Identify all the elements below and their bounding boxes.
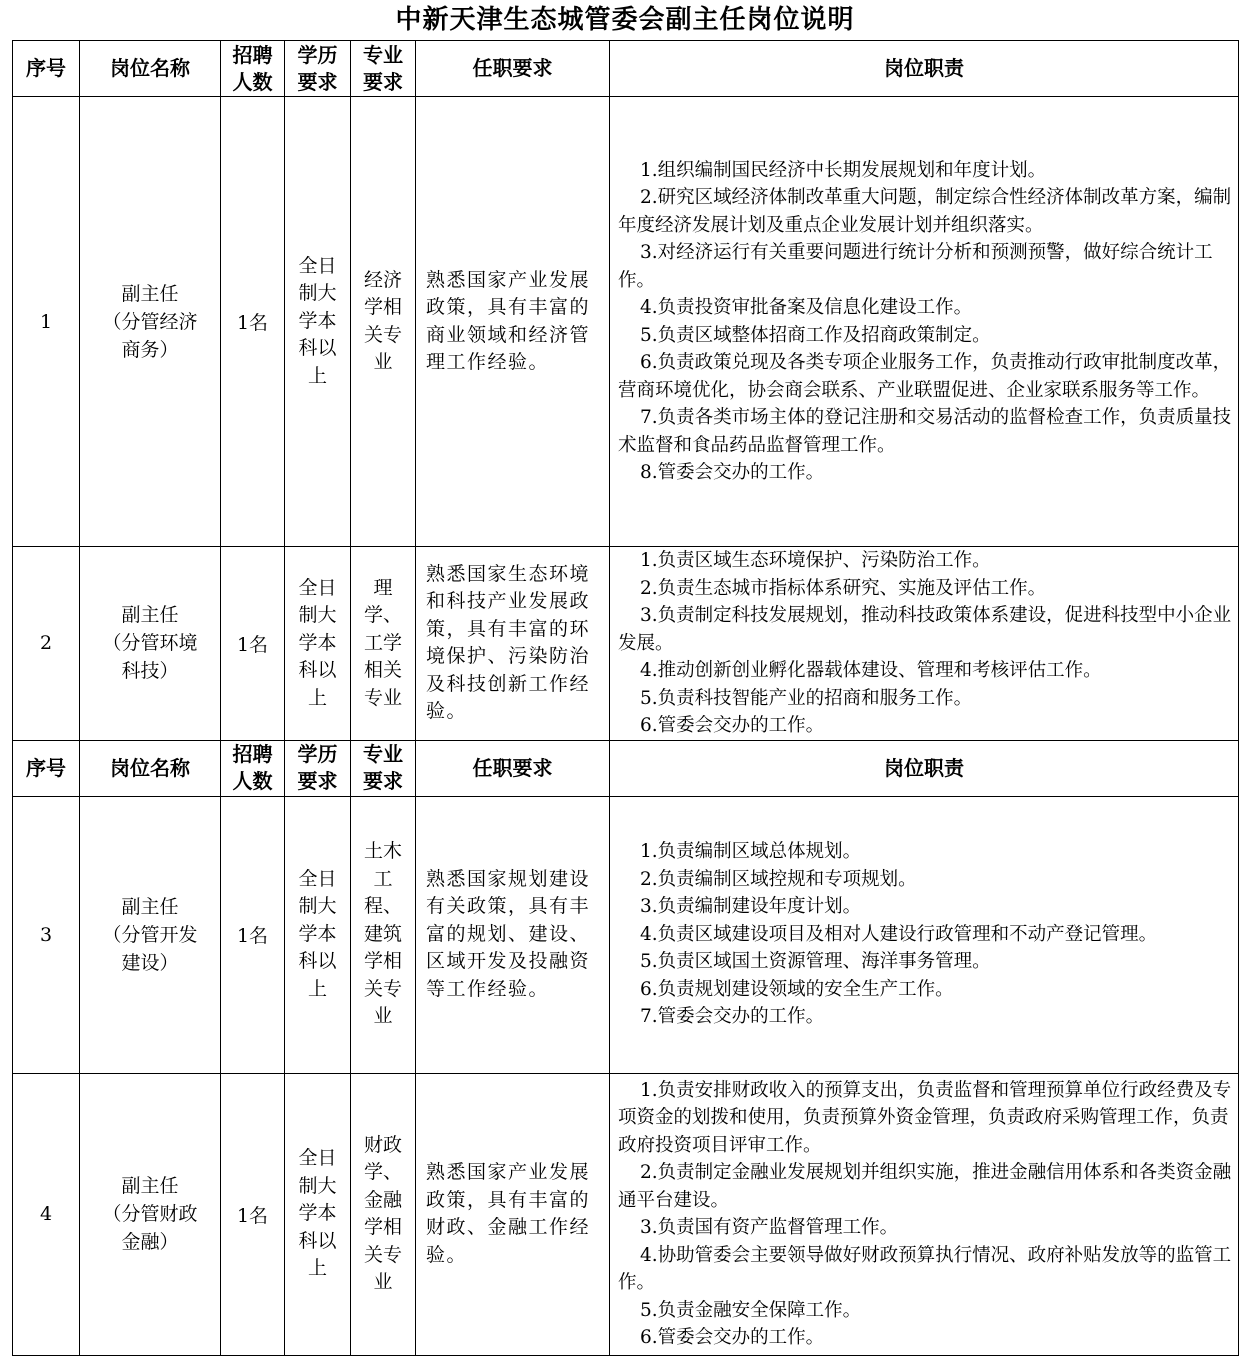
- duty-item: 2.负责编制区域控规和专项规划。: [640, 868, 917, 890]
- row-seq: 3: [13, 796, 80, 1073]
- header-duties: 岗位职责: [610, 740, 1239, 796]
- row-count: 1名: [221, 796, 285, 1073]
- row-requirements: 熟悉国家规划建设有关政策，具有丰富的规划、建设、区域开发及投融资等工作经验。: [416, 796, 610, 1073]
- duty-item: 5.负责金融安全保障工作。: [640, 1299, 862, 1321]
- duty-item: 2.负责制定金融业发展规划并组织实施，推进金融信用体系和各类资金融通平台建设。: [618, 1162, 1232, 1211]
- duty-item: 1.组织编制国民经济中长期发展规划和年度计划。: [640, 159, 1047, 181]
- table-row: [13, 796, 1239, 1073]
- row-major: 财政 学、 金融 学相 关专 业: [351, 1073, 416, 1355]
- row-education: 全日 制大 学本 科以 上: [285, 97, 351, 547]
- duty-item: 5.负责区域国土资源管理、海洋事务管理。: [640, 951, 991, 973]
- position-table: [12, 40, 1239, 1356]
- header-requirements: 任职要求: [416, 740, 610, 796]
- row-major: 理 学、 工学 相关 专业: [351, 547, 416, 741]
- row-requirements: 熟悉国家生态环境和科技产业发展政策，具有丰富的环境保护、污染防治及科技创新工作经验。: [416, 547, 610, 741]
- duty-item: 3.负责国有资产监督管理工作。: [640, 1217, 899, 1238]
- header-duties: 岗位职责: [610, 41, 1239, 97]
- duty-item: 3.负责制定科技发展规划，推动科技政策体系建设，促进科技型中小企业发展。: [618, 605, 1232, 654]
- row-seq: 1: [13, 97, 80, 547]
- row-duties: [610, 796, 1239, 1073]
- duty-item: 3.对经济运行有关重要问题进行统计分析和预测预警，做好综合统计工作。: [618, 242, 1213, 291]
- duty-item: 5.负责区域整体招商工作及招商政策制定。: [640, 324, 991, 346]
- duty-item: 4.负责区域建设项目及相对人建设行政管理和不动产登记管理。: [640, 923, 1158, 945]
- row-requirements: 熟悉国家产业发展政策，具有丰富的商业领域和经济管理工作经验。: [416, 97, 610, 547]
- duty-item: 8.管委会交办的工作。: [640, 462, 825, 483]
- header-requirements: 任职要求: [416, 41, 610, 97]
- duty-item: 4.负责投资审批备案及信息化建设工作。: [640, 297, 973, 318]
- header-position: 岗位名称: [80, 740, 221, 796]
- row-position-name: 副主任 （分管环境 科技）: [80, 547, 221, 741]
- duty-item: 4.协助管委会主要领导做好财政预算执行情况、政府补贴发放等的监管工作。: [618, 1244, 1232, 1293]
- row-duties: [610, 97, 1239, 547]
- duty-item: 7.负责各类市场主体的登记注册和交易活动的监督检查工作，负责质量技术监督和食品药品监督管理工作。: [618, 407, 1232, 456]
- row-seq: 4: [13, 1073, 80, 1355]
- header-education: 学历 要求: [285, 41, 351, 97]
- row-seq: 2: [13, 547, 80, 741]
- row-education: 全日 制大 学本 科以 上: [285, 1073, 351, 1355]
- row-position-name: 副主任 （分管经济 商务）: [80, 97, 221, 547]
- duty-item: 6.负责政策兑现及各类专项企业服务工作，负责推动行政审批制度改革，营商环境优化，协会商会联系、产业联盟促进、企业家联系服务等工作。: [618, 352, 1232, 401]
- header-major: 专业 要求: [351, 41, 416, 97]
- row-count: 1名: [221, 97, 285, 547]
- row-position-name: 副主任 （分管开发 建设）: [80, 796, 221, 1073]
- duty-item: 2.负责生态城市指标体系研究、实施及评估工作。: [640, 577, 1047, 599]
- row-requirements: 熟悉国家产业发展政策，具有丰富的财政、金融工作经验。: [416, 1073, 610, 1355]
- duty-item: 2.研究区域经济体制改革重大问题，制定综合性经济体制改革方案，编制年度经济发展计划及重点企业发展计划并组织落实。: [618, 187, 1232, 236]
- duty-item: 6.负责规划建设领域的安全生产工作。: [640, 978, 954, 1000]
- row-position-name: 副主任 （分管财政 金融）: [80, 1073, 221, 1355]
- duty-item: 3.负责编制建设年度计划。: [640, 896, 862, 918]
- duty-item: 6.管委会交办的工作。: [640, 715, 825, 736]
- header-row: [13, 41, 1239, 97]
- header-count: 招聘 人数: [221, 41, 285, 97]
- row-major: 土木 工 程、 建筑 学相 关专 业: [351, 796, 416, 1073]
- row-education: 全日 制大 学本 科以 上: [285, 796, 351, 1073]
- table-row: [13, 1073, 1239, 1355]
- row-count: 1名: [221, 1073, 285, 1355]
- header-seq: 序号: [13, 41, 80, 97]
- duty-item: 4.推动创新创业孵化器载体建设、管理和考核评估工作。: [640, 660, 1102, 681]
- duty-item: 5.负责科技智能产业的招商和服务工作。: [640, 687, 973, 709]
- row-major: 经济 学相 关专 业: [351, 97, 416, 547]
- row-duties: [610, 547, 1239, 741]
- document-title: 中新天津生态城管委会副主任岗位说明: [395, 5, 855, 35]
- table-row: [13, 547, 1239, 741]
- row-count: 1名: [221, 547, 285, 741]
- header-major: 专业 要求: [351, 740, 416, 796]
- duty-item: 1.负责安排财政收入的预算支出，负责监督和管理预算单位行政经费及专项资金的划拨和使用，负责预算外资金管理，负责政府采购管理工作，负责政府投资项目评审工作。: [618, 1079, 1232, 1156]
- duty-item: 1.负责编制区域总体规划。: [640, 841, 862, 863]
- table-row: [13, 97, 1239, 547]
- header-position: 岗位名称: [80, 41, 221, 97]
- header-count: 招聘 人数: [221, 740, 285, 796]
- duty-item: 1.负责区域生态环境保护、污染防治工作。: [640, 550, 991, 571]
- row-duties: [610, 1073, 1239, 1355]
- header-seq: 序号: [13, 740, 80, 796]
- duty-item: 7.管委会交办的工作。: [640, 1006, 825, 1028]
- row-education: 全日 制大 学本 科以 上: [285, 547, 351, 741]
- duty-item: 6.管委会交办的工作。: [640, 1327, 825, 1348]
- header-education: 学历 要求: [285, 740, 351, 796]
- header-row: [13, 740, 1239, 796]
